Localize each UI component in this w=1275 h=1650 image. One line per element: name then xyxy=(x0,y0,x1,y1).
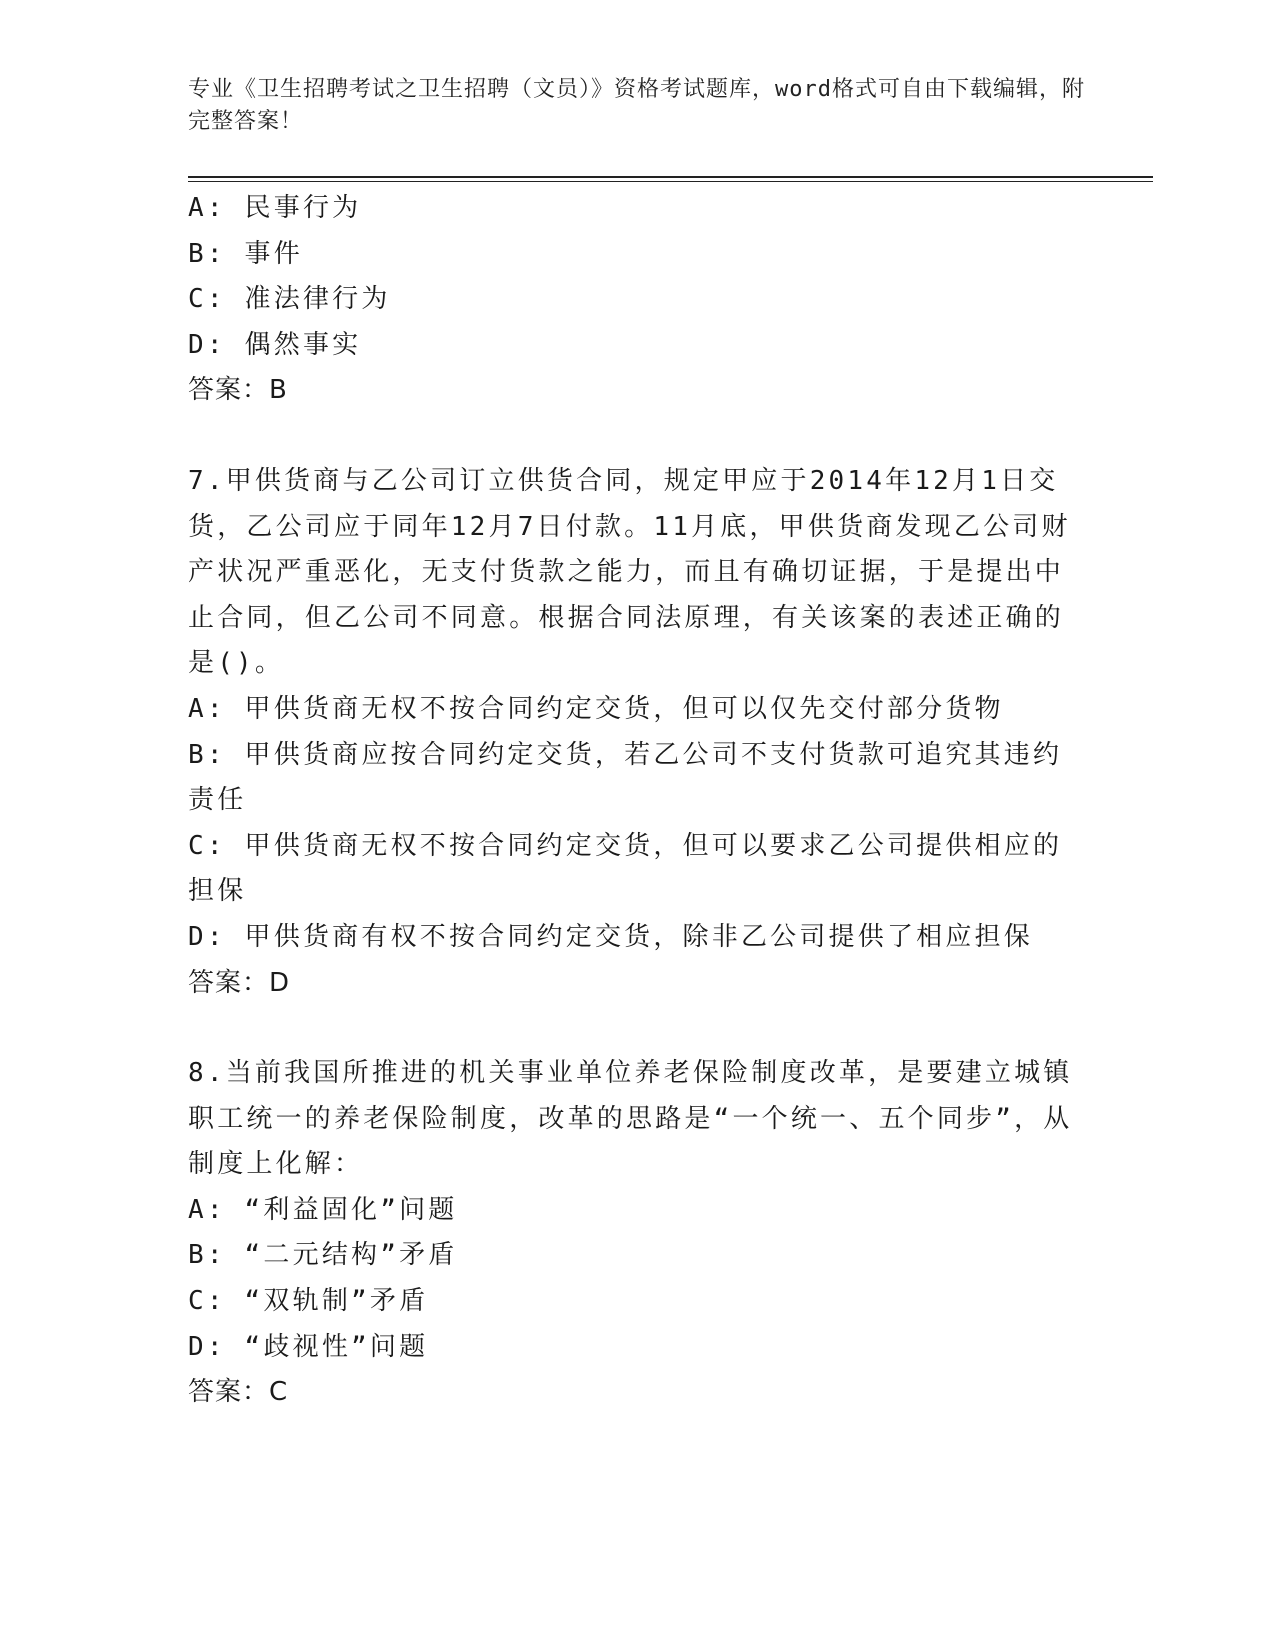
question-6-answer: 答案：B xyxy=(188,375,288,406)
question-7-stem: 7.甲供货商与乙公司订立供货合同，规定甲应于2014年12月1日交货，乙公司应于同年12月7日付款。11月底，甲供货商发现乙公司财产状况严重恶化，无支付货款之能力，而且有确切证据，于是提出中止合同，但乙公司不同意。根据合同法原理，有关该案的表述正确的是()。 xyxy=(188,465,1071,679)
question-6-option-b: B: 事件 xyxy=(188,238,303,269)
question-8-stem: 8.当前我国所推进的机关事业单位养老保险制度改革，是要建立城镇职工统一的养老保险制度，改革的思路是“一个统一、五个同步”，从制度上化解： xyxy=(188,1058,1073,1180)
question-content xyxy=(188,186,1088,1416)
question-7-block xyxy=(188,459,1088,1006)
question-8-answer: 答案：C xyxy=(188,1377,289,1408)
header-divider-thick xyxy=(188,176,1153,178)
question-7-answer: 答案：D xyxy=(188,967,291,998)
question-8-block xyxy=(188,1051,1088,1416)
spacer xyxy=(188,1006,1088,1051)
question-8-option-d: D: “歧视性”问题 xyxy=(188,1331,429,1362)
question-7-option-a: A: 甲供货商无权不按合同约定交货，但可以仅先交付部分货物 xyxy=(188,693,1004,724)
question-8-option-c: C: “双轨制”矛盾 xyxy=(188,1286,429,1317)
question-6-block xyxy=(188,186,1088,414)
question-7-option-d: D: 甲供货商有权不按合同约定交货，除非乙公司提供了相应担保 xyxy=(188,921,1033,952)
question-7-option-b: B: 甲供货商应按合同约定交货，若乙公司不支付货款可追究其违约责任 xyxy=(188,739,1063,816)
question-8-option-a: A: “利益固化”问题 xyxy=(188,1194,458,1225)
question-7-option-c: C: 甲供货商无权不按合同约定交货，但可以要求乙公司提供相应的担保 xyxy=(188,830,1063,907)
header-divider-thin xyxy=(188,181,1153,182)
question-6-option-c: C: 准法律行为 xyxy=(188,284,391,315)
question-6-option-d: D: 偶然事实 xyxy=(188,329,362,360)
document-header: 专业《卫生招聘考试之卫生招聘（文员）》资格考试题库，word格式可自由下载编辑，附完整答案！ xyxy=(188,77,1085,134)
spacer xyxy=(188,414,1088,459)
question-8-option-b: B: “二元结构”矛盾 xyxy=(188,1240,458,1271)
question-6-option-a: A: 民事行为 xyxy=(188,193,362,223)
